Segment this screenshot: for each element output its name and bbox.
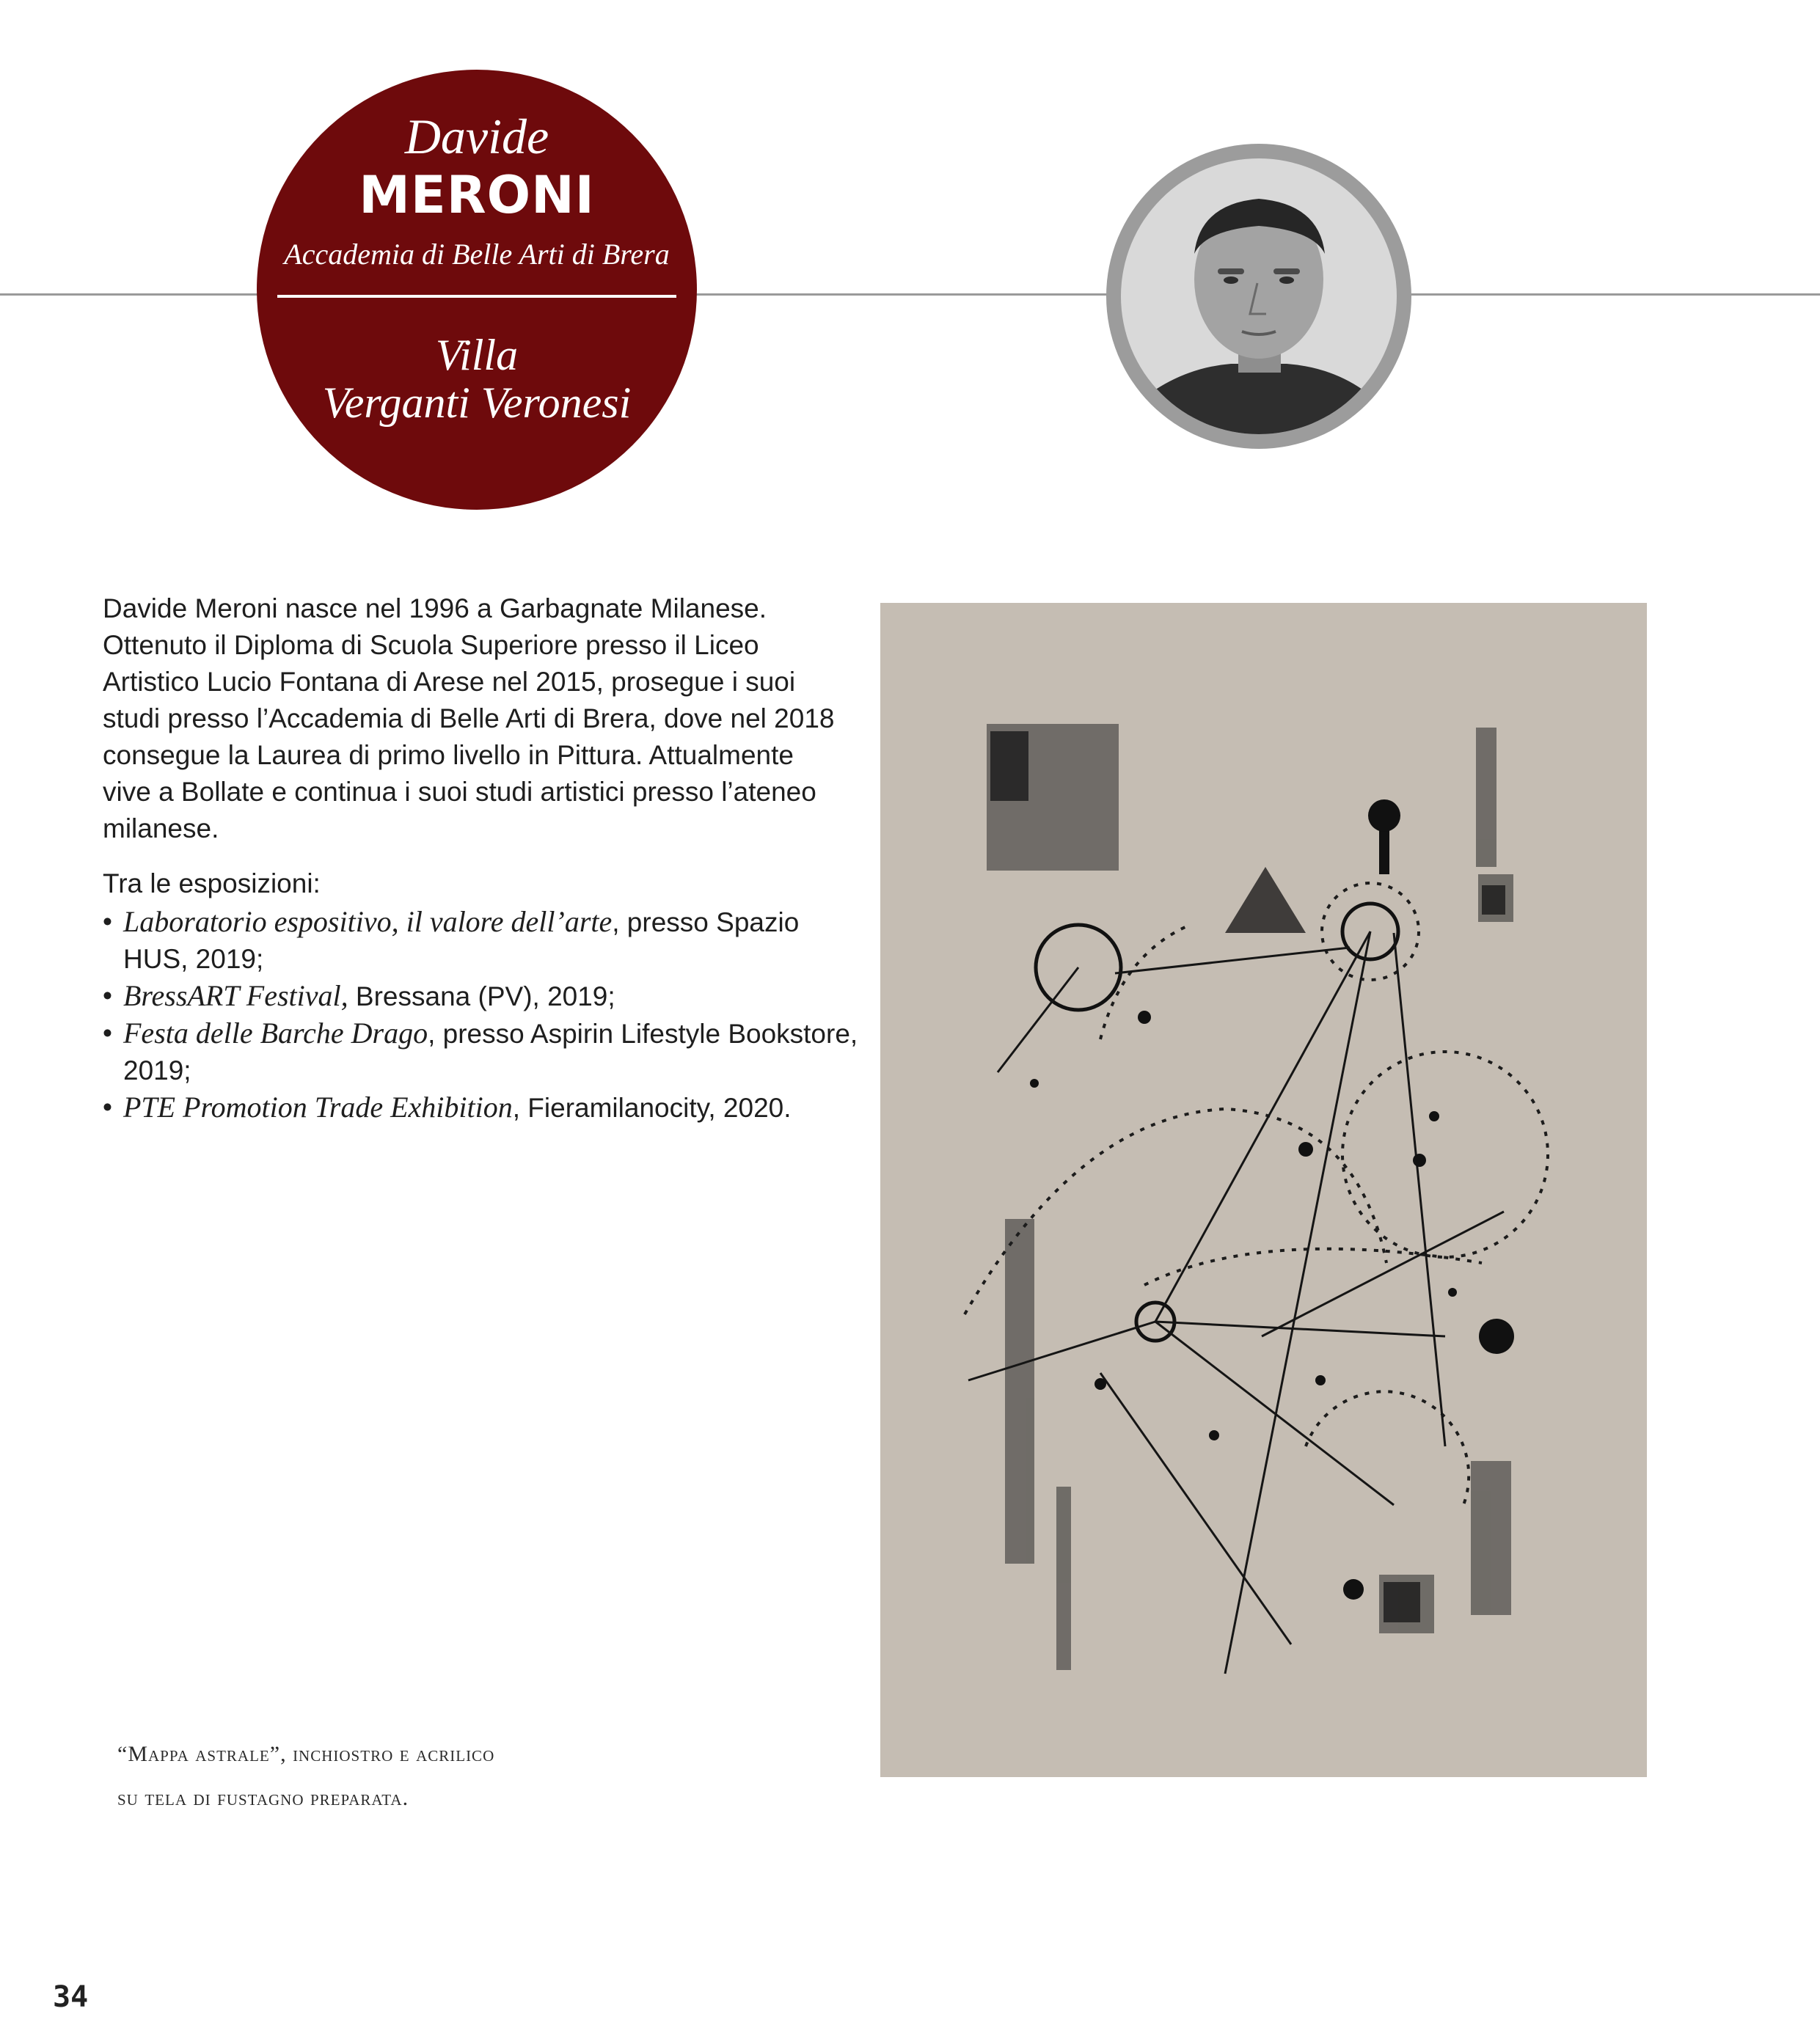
exhibition-item: • BressART Festival, Bressana (PV), 2019;: [103, 979, 615, 1012]
exhibition-work: PTE Promotion Trade Exhibition: [123, 1091, 513, 1124]
exhibitions-heading: Tra le esposizioni:: [103, 868, 321, 898]
artwork-image: [880, 603, 1647, 1777]
badge-divider: [277, 295, 676, 298]
caption-line-1: “Mappa astrale”, inchiostro e acrilico: [117, 1742, 495, 1766]
artist-school: Accademia di Belle Arti di Brera: [284, 238, 670, 271]
exhibition-item: • Festa delle Barche Drago, presso Aspirin Lifestyle Bookstore, 2019;: [103, 1017, 858, 1085]
artwork-star-map: [880, 603, 1647, 1777]
artist-name-badge: [257, 70, 697, 510]
exhibition-details: Bressana (PV), 2019;: [348, 981, 615, 1011]
caption-line-2: su tela di fustagno preparata.: [117, 1786, 409, 1810]
exhibition-item: • Laboratorio espositivo, il valore dell’arte, presso Spazio HUS, 2019;: [103, 905, 800, 974]
venue-name-line1: Villa: [435, 331, 519, 379]
exhibitions-list: [103, 904, 858, 1127]
exhibition-work: BressART Festival,: [123, 979, 348, 1012]
artist-last-name: MERONI: [359, 165, 595, 225]
venue-name-line2: Verganti Veronesi: [322, 378, 632, 427]
portrait-photo: [1121, 158, 1397, 434]
exhibition-work: Laboratorio espositivo, il valore dell’arte: [123, 905, 613, 938]
exhibition-details: , presso Spazio HUS, 2019;: [123, 907, 800, 974]
exhibition-work: Festa delle Barche Drago: [123, 1017, 428, 1050]
exhibition-item: • PTE Promotion Trade Exhibition, Fieramilanocity, 2020.: [103, 1091, 792, 1124]
artist-first-name: Davide: [404, 109, 549, 164]
page-number: 34: [53, 1980, 89, 2014]
exhibition-details: , presso Aspirin Lifestyle Bookstore, 2019;: [123, 1019, 858, 1085]
artist-portrait: [1106, 144, 1411, 449]
exhibition-details: , Fieramilanocity, 2020.: [512, 1093, 792, 1123]
artist-biography: Davide Meroni nasce nel 1996 a Garbagnate Milanese. Ottenuto il Diploma di Scuola Superiore presso il Liceo Artistico Lucio Fontana di Arese nel 2015, prosegue i suoi studi presso l’Accademia di Belle Arti di Brera, dove nel 2018 consegue la Laurea di primo livello in Pittura. Attualmente vive a Bollate e continua i suoi studi artistici presso l’ateneo milanese.: [103, 593, 835, 843]
artwork-caption: [117, 1732, 675, 1820]
